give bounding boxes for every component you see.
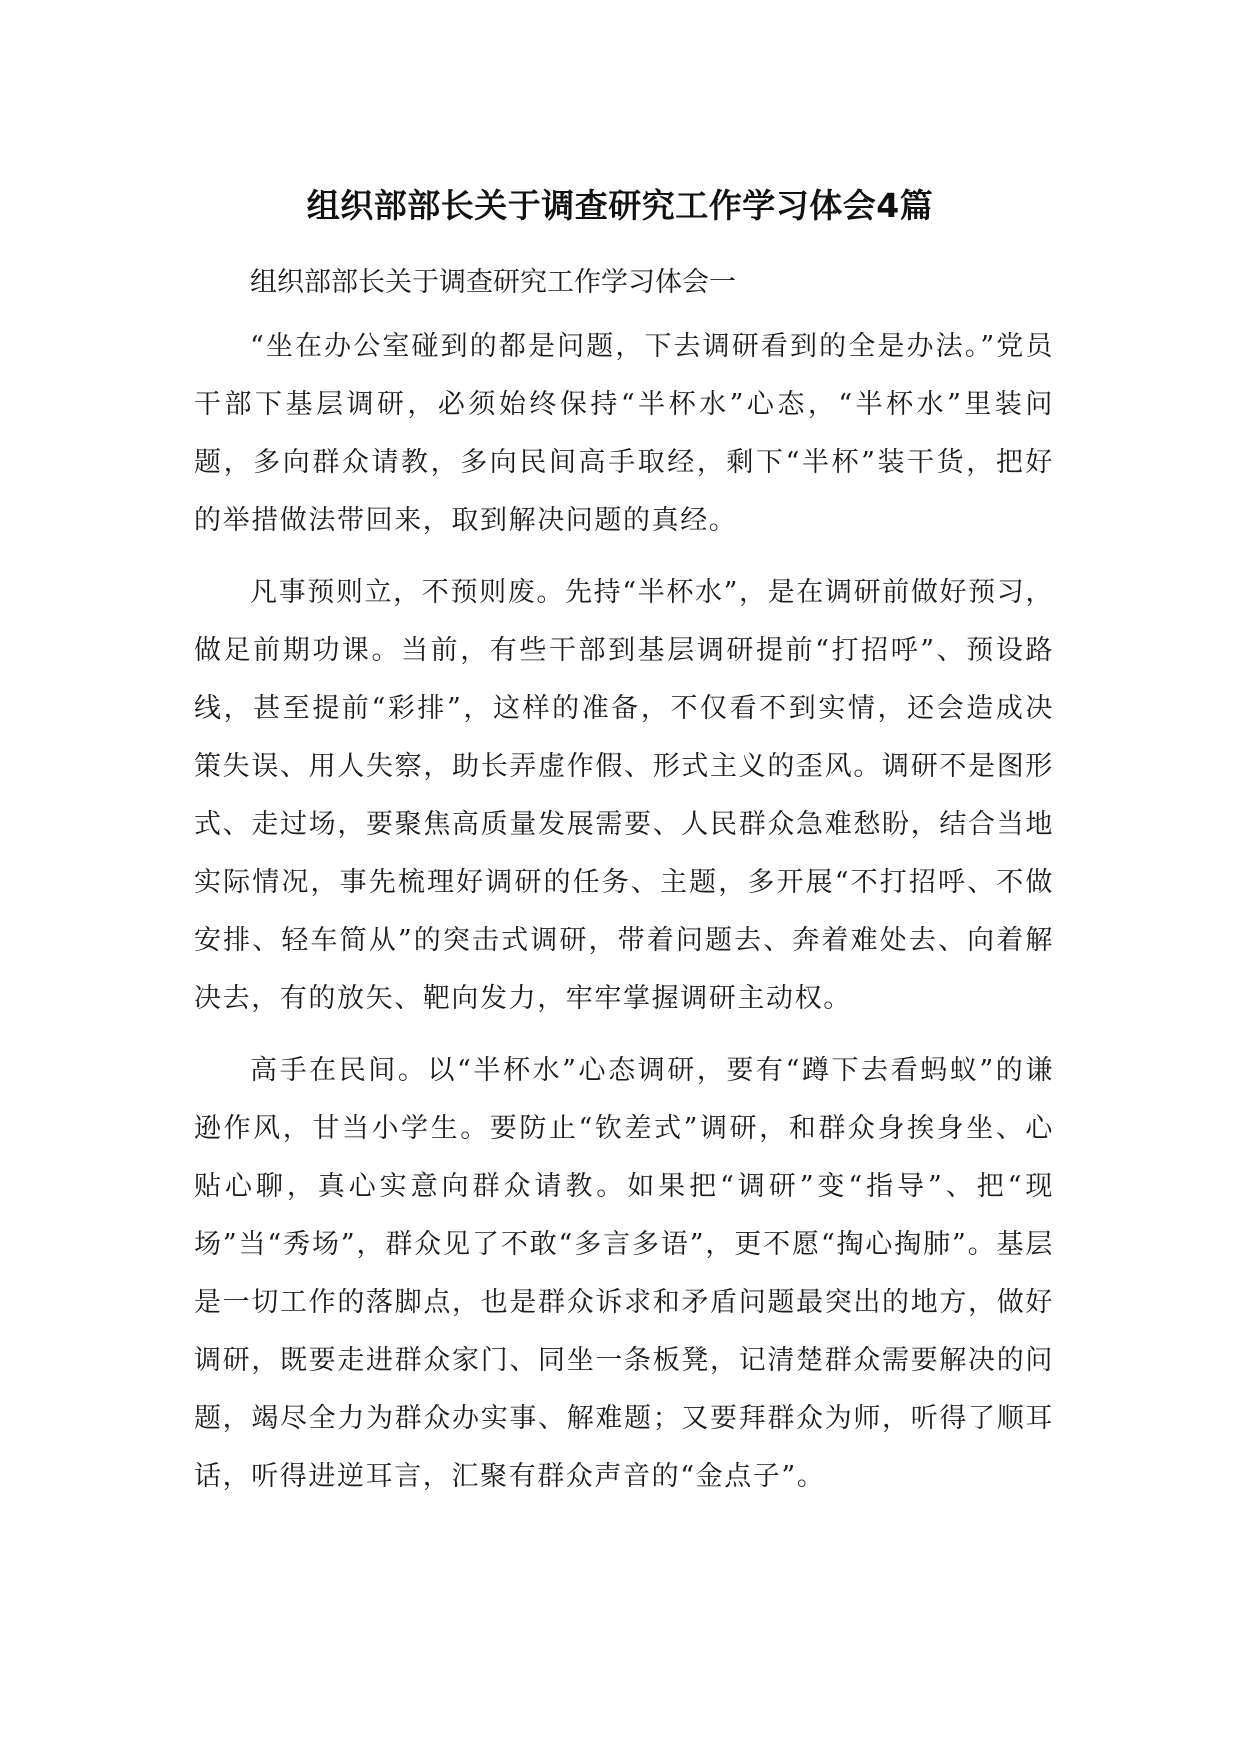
section-subtitle: 组织部部长关于调查研究工作学习体会一 <box>250 267 736 298</box>
document-title: 组织部部长关于调查研究工作学习体会4篇 <box>306 186 934 225</box>
body-paragraph: 凡事预则立，不预则废。先持“半杯水”，是在调研前做好预习，做足前期功课。当前，有些干部到基层调研提前“打招呼”、预设路线，甚至提前“彩排”，这样的准备，不仅看不到实情，还会造成决策失误、用人失察，助长弄虚作假、形式主义的歪风。调研不是图形式、走过场，要聚焦高质量发展需要、人民群众急难愁盼，结合当地实际情况，事先梳理好调研的任务、主题，多开展“不打招呼、不做安排、轻车简从”的突击式调研，带着问题去、奔着难处去、向着解决去，有的放矢、靶向发力，牢牢掌握调研主动权。 <box>194 577 1054 1014</box>
body-paragraph: “坐在办公室碰到的都是问题，下去调研看到的全是办法。”党员干部下基层调研，必须始终保持“半杯水”心态，“半杯水”里装问题，多向群众请教，多向民间高手取经，剩下“半杯”装干货，把好的举措做法带回来，取到解决问题的真经。 <box>194 331 1054 536</box>
document-body <box>194 254 1054 1520</box>
body-paragraph: 高手在民间。以“半杯水”心态调研，要有“蹲下去看蚂蚁”的谦逊作风，甘当小学生。要防止“钦差式”调研，和群众身挨身坐、心贴心聊，真心实意向群众请教。如果把“调研”变“指导”、把“现场”当“秀场”，群众见了不敢“多言多语”，更不愿“掏心掏肺”。基层是一切工作的落脚点，也是群众诉求和矛盾问题最突出的地方，做好调研，既要走进群众家门、同坐一条板凳，记清楚群众需要解决的问题，竭尽全力为群众办实事、解难题；又要拜群众为师，听得了顺耳话，听得进逆耳言，汇聚有群众声音的“金点子”。 <box>194 1055 1054 1492</box>
